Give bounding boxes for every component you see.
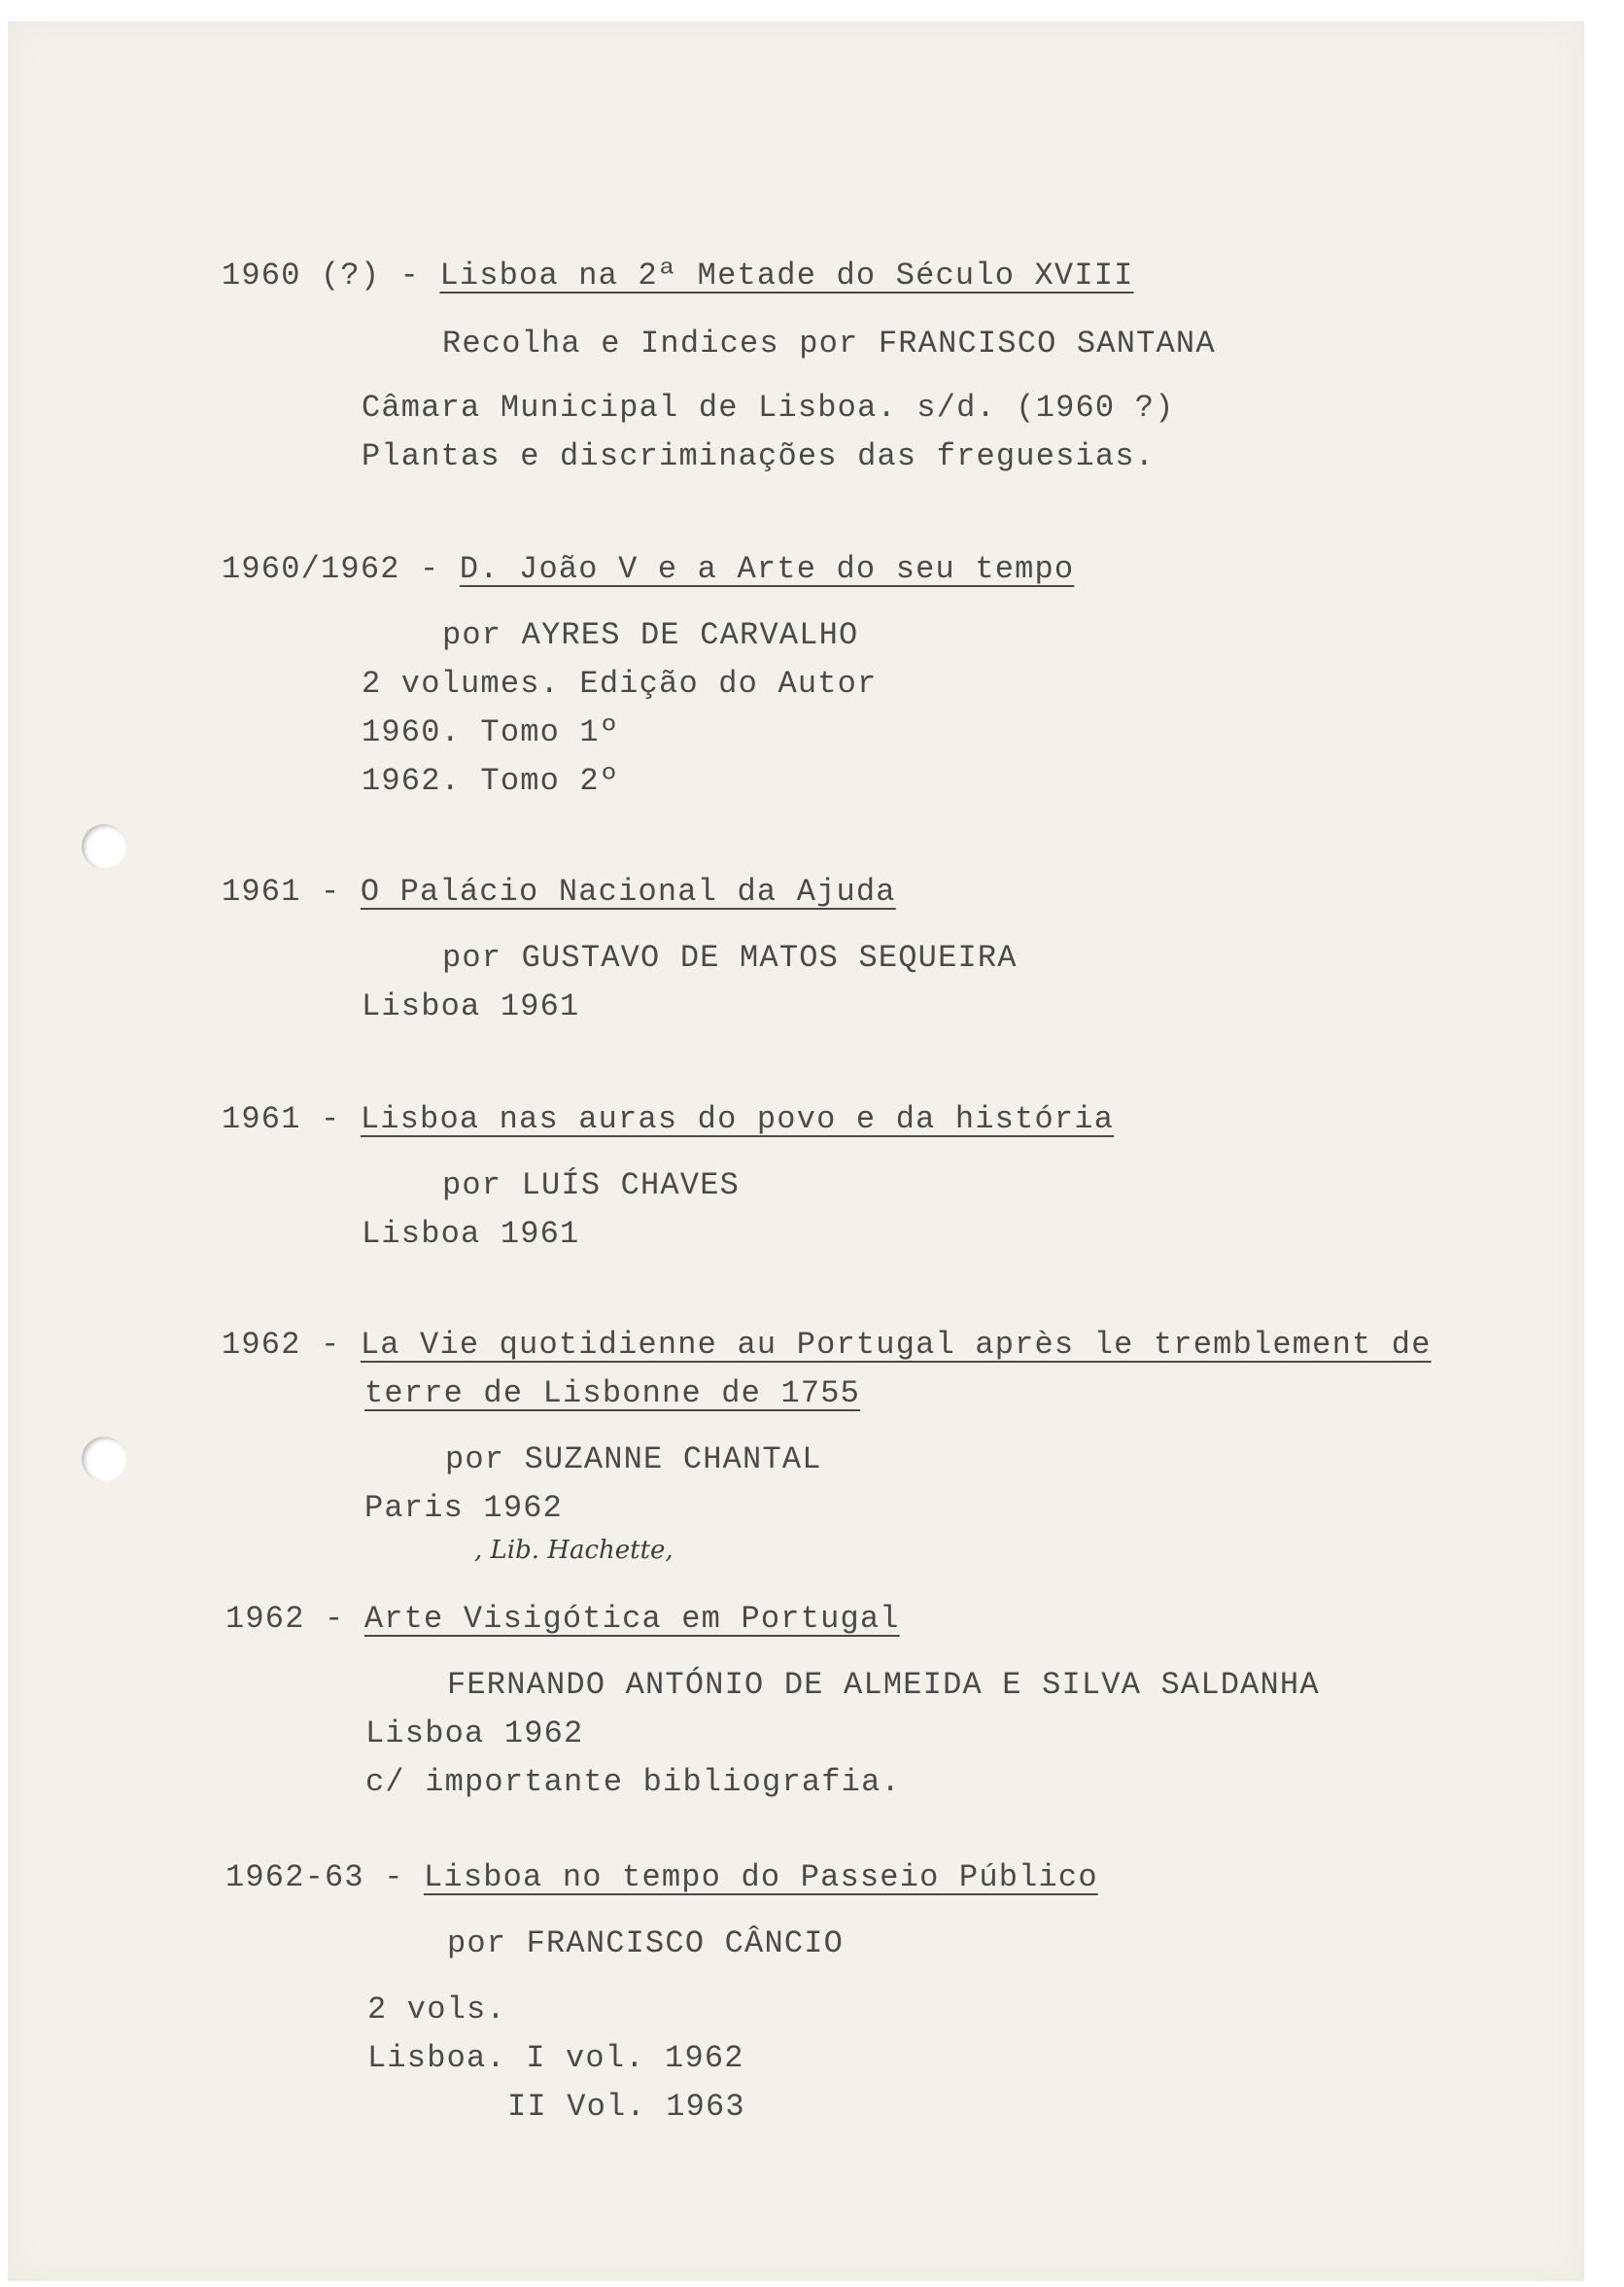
entry-detail: Lisboa 1961 [362, 988, 580, 1024]
entry-detail: por FRANCISCO CÂNCIO [447, 1925, 845, 1961]
entry-detail: FERNANDO ANTÓNIO DE ALMEIDA E SILVA SALDANHA [447, 1667, 1320, 1703]
entry-title: O Palácio Nacional da Ajuda [360, 874, 896, 910]
entry-title: Arte Visigótica em Portugal [363, 1601, 900, 1637]
page-background-edge [1584, 21, 1624, 2287]
entry-title-line-2: terre de Lisbonne de 1755 [364, 1375, 861, 1411]
entry-year: 1960 (?) - [222, 258, 440, 294]
entry-detail: Paris 1962 [364, 1490, 564, 1526]
entry-title: La Vie quotidienne au Portugal après le tremblement de [360, 1327, 1432, 1363]
entry-detail: II Vol. 1963 [507, 2089, 745, 2125]
entry-heading [222, 873, 896, 912]
entry-detail: c/ importante bibliografia. [365, 1764, 901, 1800]
entry-heading [222, 257, 1134, 295]
handwritten-note: , Lib. Hachette, [474, 1536, 674, 1565]
entry-title: Lisboa na 2ª Metade do Século XVIII [439, 258, 1134, 294]
entry-detail: Recolha e Indices por FRANCISCO SANTANA [442, 326, 1216, 362]
entry-detail: Plantas e discriminações das freguesias. [362, 438, 1156, 474]
entry-detail: por GUSTAVO DE MATOS SEQUEIRA [442, 940, 1018, 976]
entry-detail: por SUZANNE CHANTAL [445, 1441, 822, 1477]
entry-year: 1961 - [222, 874, 361, 910]
entry-title: D. João V e a Arte do seu tempo [459, 551, 1075, 587]
entry-title: Lisboa nas auras do povo e da história [360, 1101, 1115, 1137]
entry-detail: Lisboa. I vol. 1962 [367, 2040, 744, 2076]
entry-year: 1962-63 - [225, 1859, 425, 1895]
entry-title: Lisboa no tempo do Passeio Público [424, 1859, 1098, 1895]
entry-heading [222, 550, 1074, 589]
entry-detail: por AYRES DE CARVALHO [442, 617, 859, 653]
entry-heading [222, 1100, 1114, 1139]
entry-detail: Lisboa 1962 [365, 1715, 584, 1751]
entry-detail: Câmara Municipal de Lisboa. s/d. (1960 ?) [362, 390, 1175, 426]
entry-year: 1962 - [225, 1601, 364, 1637]
punch-hole [82, 824, 126, 869]
entry-detail: 2 volumes. Edição do Autor [362, 666, 878, 702]
entry-year: 1962 - [222, 1327, 361, 1363]
punch-hole [82, 1437, 126, 1481]
entry-detail: 1960. Tomo 1º [362, 714, 620, 750]
entry-year: 1961 - [222, 1101, 361, 1137]
entry-heading [222, 1326, 1432, 1365]
entry-detail: por LUÍS CHAVES [442, 1167, 741, 1203]
entry-title-continued [364, 1374, 860, 1413]
entry-detail: Lisboa 1961 [362, 1216, 580, 1252]
entry-year: 1960/1962 - [222, 551, 460, 587]
entry-heading [225, 1600, 900, 1639]
entry-detail: 2 vols. [367, 1992, 506, 2027]
entry-heading [225, 1858, 1098, 1897]
entry-detail: 1962. Tomo 2º [362, 763, 620, 799]
